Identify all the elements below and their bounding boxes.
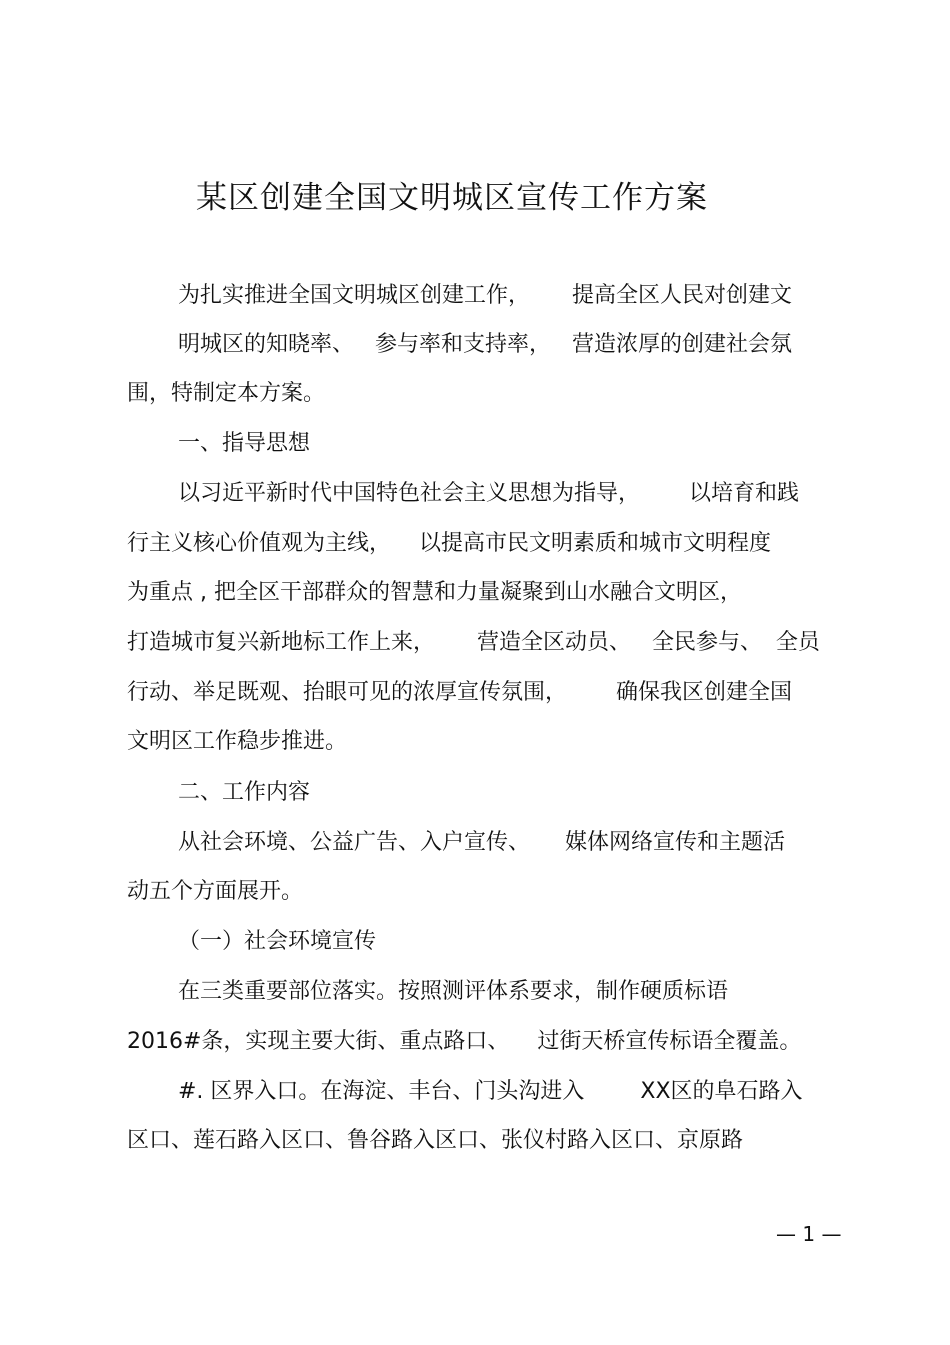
paragraph-line: 区口、莲石路入区口、鲁谷路入区口、张仪村路入区口、京原路 <box>127 1128 744 1153</box>
document-title: 某区创建全国文明城区宣传工作方案 <box>196 180 708 216</box>
paragraph-line: 文明区工作稳步推进。 <box>127 729 348 754</box>
page-number: — 1 — <box>776 1222 842 1246</box>
paragraph-line: 以习近平新时代中国特色社会主义思想为指导， 以培育和践 <box>178 481 799 506</box>
paragraph-line: 围，特制定本方案。 <box>127 381 326 406</box>
paragraph-line: 行动、举足既观、抬眼可见的浓厚宣传氛围， 确保我区创建全国 <box>127 680 792 705</box>
paragraph-line: #. 区界入口。在海淀、丰台、门头沟进入 XX区的阜石路入 <box>178 1079 803 1104</box>
paragraph-line: 为扎实推进全国文明城区创建工作， 提高全区人民对创建文 <box>178 283 792 308</box>
paragraph-line: 行主义核心价值观为主线， 以提高市民文明素质和城市文明程度 <box>127 531 771 556</box>
paragraph-line: 2016#条，实现主要大街、重点路口、 过街天桥宣传标语全覆盖。 <box>127 1029 802 1054</box>
subsection-heading: （一）社会环境宣传 <box>178 929 377 954</box>
paragraph-line: 动五个方面展开。 <box>127 879 304 904</box>
paragraph-line: 在三类重要部位落实。按照测评体系要求，制作硬质标语 <box>178 979 729 1004</box>
paragraph-line: 从社会环境、公益广告、入户宣传、 媒体网络宣传和主题活 <box>178 830 785 855</box>
section-heading: 一、指导思想 <box>178 431 311 456</box>
section-heading: 二、工作内容 <box>178 780 311 805</box>
paragraph-line: 打造城市复兴新地标工作上来， 营造全区动员、 全民参与、 全员 <box>127 630 820 655</box>
paragraph-line: 明城区的知晓率、 参与率和支持率， 营造浓厚的创建社会氛 <box>178 332 792 357</box>
paragraph-line: 为重点 , 把全区干部群众的智慧和力量凝聚到山水融合文明区， <box>127 580 742 605</box>
